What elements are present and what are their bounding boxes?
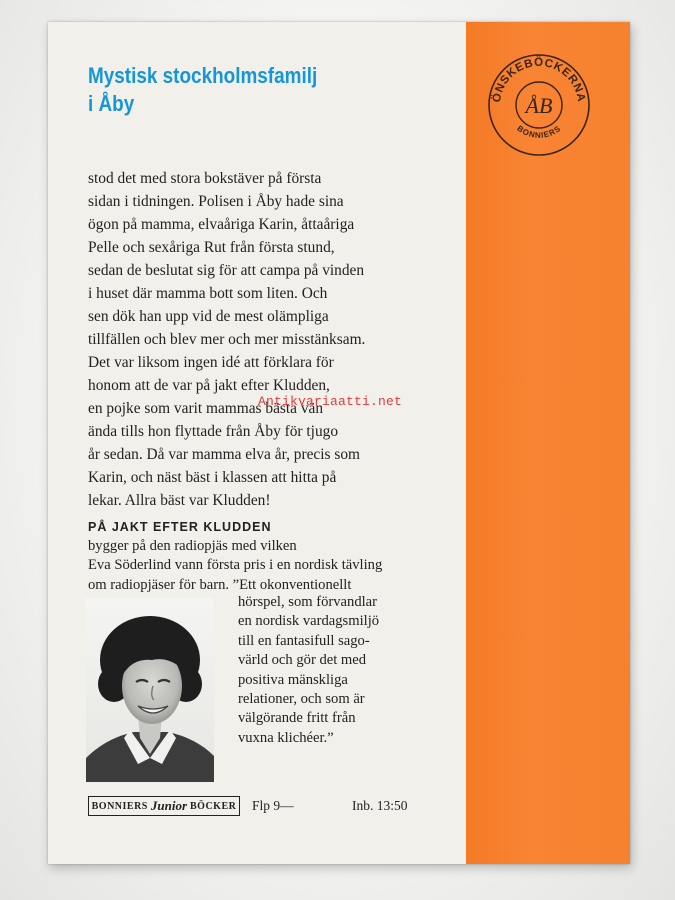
about-line: Eva Söderlind vann första pris i en nordisk tävling	[88, 557, 383, 574]
story-line: i huset där mamma bott som liten. Och	[88, 285, 328, 302]
svg-text:ÅB: ÅB	[525, 93, 553, 118]
book-back-cover	[48, 22, 630, 864]
logo-left-text: BONNIERS	[91, 800, 148, 812]
bonniers-junior-bocker-logo	[88, 796, 240, 816]
quote-line: relationer, och som är	[238, 691, 365, 708]
story-line: Karin, och näst bäst i klassen att hitta på	[88, 469, 337, 486]
about-line: om radiopjäser för barn. ”Ett okonventionellt	[88, 576, 352, 593]
book-blurb-title	[88, 62, 317, 118]
onskebockerna-seal-logo	[484, 50, 594, 160]
quote-line: till en fantasifull sago-	[238, 632, 370, 649]
story-line: sen dök han upp vid de mest olämpliga	[88, 308, 329, 325]
story-line: tillfällen och blev mer och mer misstänksam.	[88, 331, 366, 348]
title-line-1: Mystisk stockholmsfamilj	[88, 63, 318, 88]
quote-line: vuxna klichéer.”	[238, 729, 334, 746]
story-line: sidan i tidningen. Polisen i Åby hade sina	[88, 193, 344, 210]
review-quote	[238, 593, 458, 748]
story-line: ögon på mamma, elvaåriga Karin, åttaåriga	[88, 216, 355, 233]
story-line: lekar. Allra bäst var Kludden!	[88, 492, 271, 509]
story-blurb-paragraph	[88, 167, 448, 512]
logo-script-text: Junior	[150, 798, 188, 813]
story-line: ända tills hon flyttade från Åby för tjugo	[88, 423, 339, 440]
logo-right-text: BÖCKER	[190, 800, 237, 812]
price-hardcover: Inb. 13:50	[352, 798, 408, 813]
price-paperback: Flp 9—	[252, 798, 294, 813]
quote-line: värld och gör det med	[238, 652, 367, 669]
about-heading: PÅ JAKT EFTER KLUDDEN	[88, 520, 272, 534]
story-line: år sedan. Då var mamma elva år, precis som	[88, 446, 361, 463]
author-portrait-photo	[86, 598, 214, 782]
quote-line: positiva mänskliga	[238, 671, 348, 688]
story-line: stod det med stora bokstäver på första	[88, 170, 322, 187]
story-line: en pojke som varit mammas bästa vän	[88, 400, 324, 417]
watermark-text: Antikvariaatti.net	[258, 394, 403, 409]
story-line: Pelle och sexåriga Rut från första stund,	[88, 239, 335, 256]
quote-line: välgörande fritt från	[238, 710, 356, 727]
story-line: Det var liksom ingen idé att förklara för	[88, 354, 334, 371]
about-line: bygger på den radiopjäs med vilken	[88, 538, 297, 554]
title-line-2: i Åby	[88, 91, 135, 116]
quote-line: en nordisk vardagsmiljö	[238, 613, 380, 630]
quote-line: hörspel, som förvandlar	[238, 594, 378, 610]
svg-text:BONNIERS: BONNIERS	[515, 123, 563, 140]
about-paragraph	[88, 537, 458, 595]
story-line: honom att de var på jakt efter Kludden,	[88, 377, 330, 394]
svg-text:ÖNSKEBÖCKERNA: ÖNSKEBÖCKERNA	[490, 56, 588, 104]
story-line: sedan de beslutat sig för att campa på vinden	[88, 262, 365, 279]
